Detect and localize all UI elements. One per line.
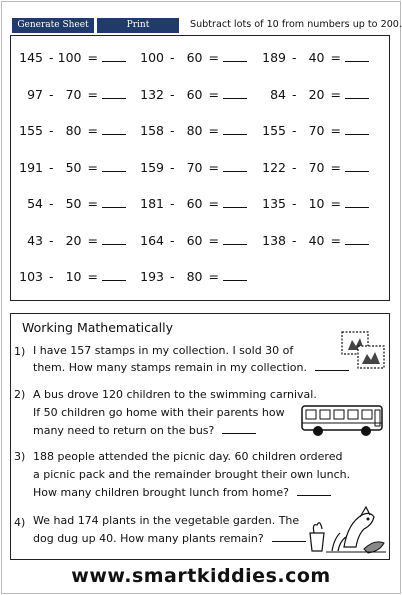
- minuend: 193: [140, 269, 164, 284]
- equals-sign: =: [87, 269, 98, 284]
- problem-number: 2): [14, 388, 26, 401]
- answer-blank[interactable]: [102, 160, 126, 172]
- minuend: 100: [140, 50, 164, 65]
- answer-blank[interactable]: [102, 269, 126, 281]
- answer-blank[interactable]: [345, 50, 369, 62]
- answer-blank[interactable]: [345, 87, 369, 99]
- subtrahend: 80: [186, 123, 203, 138]
- problem-line: many need to return on the bus?: [33, 424, 256, 437]
- answer-blank[interactable]: [223, 269, 247, 281]
- subtraction-problem: [140, 50, 247, 65]
- answer-blank[interactable]: [102, 196, 126, 208]
- minuend: 54: [27, 196, 43, 211]
- answer-blank[interactable]: [345, 233, 369, 245]
- subtraction-problem: [262, 123, 369, 138]
- generate-sheet-button[interactable]: Generate Sheet: [12, 18, 94, 33]
- answer-blank[interactable]: [102, 123, 126, 135]
- minuend: 155: [19, 123, 43, 138]
- minus-sign: -: [49, 50, 54, 65]
- minus-sign: -: [49, 232, 54, 248]
- minuend: 97: [27, 86, 43, 102]
- equals-sign: =: [208, 269, 219, 284]
- subtrahend: 60: [186, 50, 203, 65]
- subtrahend: 100: [57, 50, 82, 65]
- subtrahend: 50: [65, 159, 82, 175]
- answer-blank[interactable]: [223, 160, 247, 172]
- answer-blank[interactable]: [345, 160, 369, 172]
- problem-line: If 50 children go home with their parents how: [33, 406, 285, 419]
- subtrahend: 70: [186, 159, 203, 175]
- subtrahend: 70: [65, 86, 82, 102]
- equals-sign: =: [330, 50, 341, 65]
- answer-blank[interactable]: [297, 486, 331, 496]
- minus-sign: -: [49, 86, 54, 102]
- problem-line: 188 people attended the picnic day. 60 children ordered: [33, 450, 343, 463]
- equals-sign: =: [87, 50, 98, 65]
- problem-line: How many children brought lunch from home?: [33, 486, 331, 499]
- minus-sign: -: [49, 196, 54, 211]
- subtrahend: 40: [308, 50, 325, 65]
- minuend: 84: [270, 86, 286, 102]
- minus-sign: -: [292, 50, 297, 65]
- problem-line: We had 174 plants in the vegetable garden. The: [33, 514, 300, 527]
- minuend: 189: [262, 50, 286, 65]
- answer-blank[interactable]: [222, 424, 256, 434]
- equals-sign: =: [208, 232, 219, 248]
- equals-sign: =: [87, 196, 98, 211]
- subtraction-problem: [19, 196, 126, 211]
- equals-sign: =: [87, 232, 98, 248]
- subtraction-problem: [140, 123, 247, 138]
- subtraction-problem: [262, 87, 369, 102]
- equals-sign: =: [330, 159, 341, 175]
- equals-sign: =: [208, 159, 219, 175]
- answer-blank[interactable]: [345, 196, 369, 208]
- subtraction-problem: [19, 50, 126, 65]
- minuend: 138: [262, 232, 286, 248]
- minus-sign: -: [49, 123, 54, 138]
- minuend: 43: [27, 232, 43, 248]
- garden-dog-icon: [304, 503, 388, 555]
- equals-sign: =: [87, 159, 98, 175]
- problem-number: 3): [14, 450, 26, 463]
- equals-sign: =: [87, 86, 98, 102]
- subtraction-problem: [140, 160, 247, 175]
- equals-sign: =: [330, 232, 341, 248]
- equals-sign: =: [208, 123, 219, 138]
- minus-sign: -: [292, 159, 297, 175]
- minus-sign: -: [170, 86, 175, 102]
- subtrahend: 80: [186, 269, 203, 284]
- subtrahend: 60: [186, 86, 203, 102]
- subtraction-problem: [19, 87, 126, 102]
- subtrahend: 70: [308, 159, 325, 175]
- subtraction-problem: [262, 160, 369, 175]
- equals-sign: =: [208, 50, 219, 65]
- subtrahend: 50: [65, 196, 82, 211]
- problem-line: I have 157 stamps in my collection. I sold 30 of: [33, 344, 294, 357]
- minus-sign: -: [170, 269, 175, 284]
- minus-sign: -: [292, 123, 297, 138]
- subtraction-problem: [140, 233, 247, 248]
- problem-line: A bus drove 120 children to the swimming carnival.: [33, 388, 317, 401]
- equals-sign: =: [330, 86, 341, 102]
- subtraction-problem: [262, 50, 369, 65]
- subtraction-problem: [262, 233, 369, 248]
- subtraction-problem: [140, 196, 247, 211]
- print-button[interactable]: Print: [97, 18, 179, 33]
- subtrahend: 80: [65, 123, 82, 138]
- subtrahend: 20: [308, 86, 325, 102]
- answer-blank[interactable]: [102, 233, 126, 245]
- subtrahend: 60: [186, 196, 203, 211]
- minus-sign: -: [292, 196, 297, 211]
- subtrahend: 20: [65, 232, 82, 248]
- problem-number: 1): [14, 345, 26, 358]
- minus-sign: -: [170, 50, 175, 65]
- minuend: 158: [140, 123, 164, 138]
- minuend: 159: [140, 159, 164, 175]
- minuend: 164: [140, 232, 164, 248]
- subtrahend: 70: [308, 123, 325, 138]
- minuend: 191: [19, 159, 43, 175]
- subtrahend: 40: [308, 232, 325, 248]
- minuend: 122: [262, 159, 286, 175]
- answer-blank[interactable]: [102, 50, 126, 62]
- answer-blank[interactable]: [345, 123, 369, 135]
- equals-sign: =: [208, 86, 219, 102]
- minuend: 135: [262, 196, 286, 211]
- minus-sign: -: [170, 159, 175, 175]
- minus-sign: -: [49, 269, 54, 284]
- minus-sign: -: [49, 159, 54, 175]
- answer-blank[interactable]: [272, 532, 306, 542]
- minuend: 132: [140, 86, 164, 102]
- subtrahend: 10: [308, 196, 325, 211]
- equals-sign: =: [208, 196, 219, 211]
- answer-blank[interactable]: [223, 87, 247, 99]
- problem-line: a picnic pack and the remainder brought their own lunch.: [33, 468, 351, 481]
- minuend: 181: [140, 196, 164, 211]
- answer-blank[interactable]: [223, 196, 247, 208]
- problem-number: 4): [14, 516, 26, 529]
- subtraction-problem: [19, 123, 126, 138]
- problem-line: dog dug up 40. How many plants remain?: [33, 532, 306, 545]
- subtrahend: 60: [186, 232, 203, 248]
- minus-sign: -: [170, 232, 175, 248]
- subtraction-problem: [140, 87, 247, 102]
- subtraction-problem: [19, 233, 126, 248]
- footer-url: www.smartkiddies.com: [71, 565, 331, 587]
- minus-sign: -: [292, 86, 297, 102]
- stamps-icon: [340, 330, 388, 372]
- answer-blank[interactable]: [223, 233, 247, 245]
- instructions-text: Subtract lots of 10 from numbers up to 200.: [190, 19, 402, 30]
- equals-sign: =: [87, 123, 98, 138]
- minuend: 103: [19, 269, 43, 284]
- working-title: Working Mathematically: [22, 320, 174, 335]
- subtraction-problem: [19, 269, 126, 284]
- equals-sign: =: [330, 123, 341, 138]
- bus-icon: [300, 403, 384, 439]
- answer-blank[interactable]: [102, 87, 126, 99]
- answer-blank[interactable]: [223, 123, 247, 135]
- minus-sign: -: [170, 123, 175, 138]
- subtraction-problem: [140, 269, 247, 284]
- subtraction-problem: [262, 196, 369, 211]
- equals-sign: =: [330, 196, 341, 211]
- minus-sign: -: [292, 232, 297, 248]
- minuend: 145: [19, 50, 43, 65]
- minus-sign: -: [170, 196, 175, 211]
- problem-line: them. How many stamps remain in my collection.: [33, 361, 349, 374]
- minuend: 155: [262, 123, 286, 138]
- subtrahend: 10: [65, 269, 82, 284]
- answer-blank[interactable]: [223, 50, 247, 62]
- subtraction-problem: [19, 160, 126, 175]
